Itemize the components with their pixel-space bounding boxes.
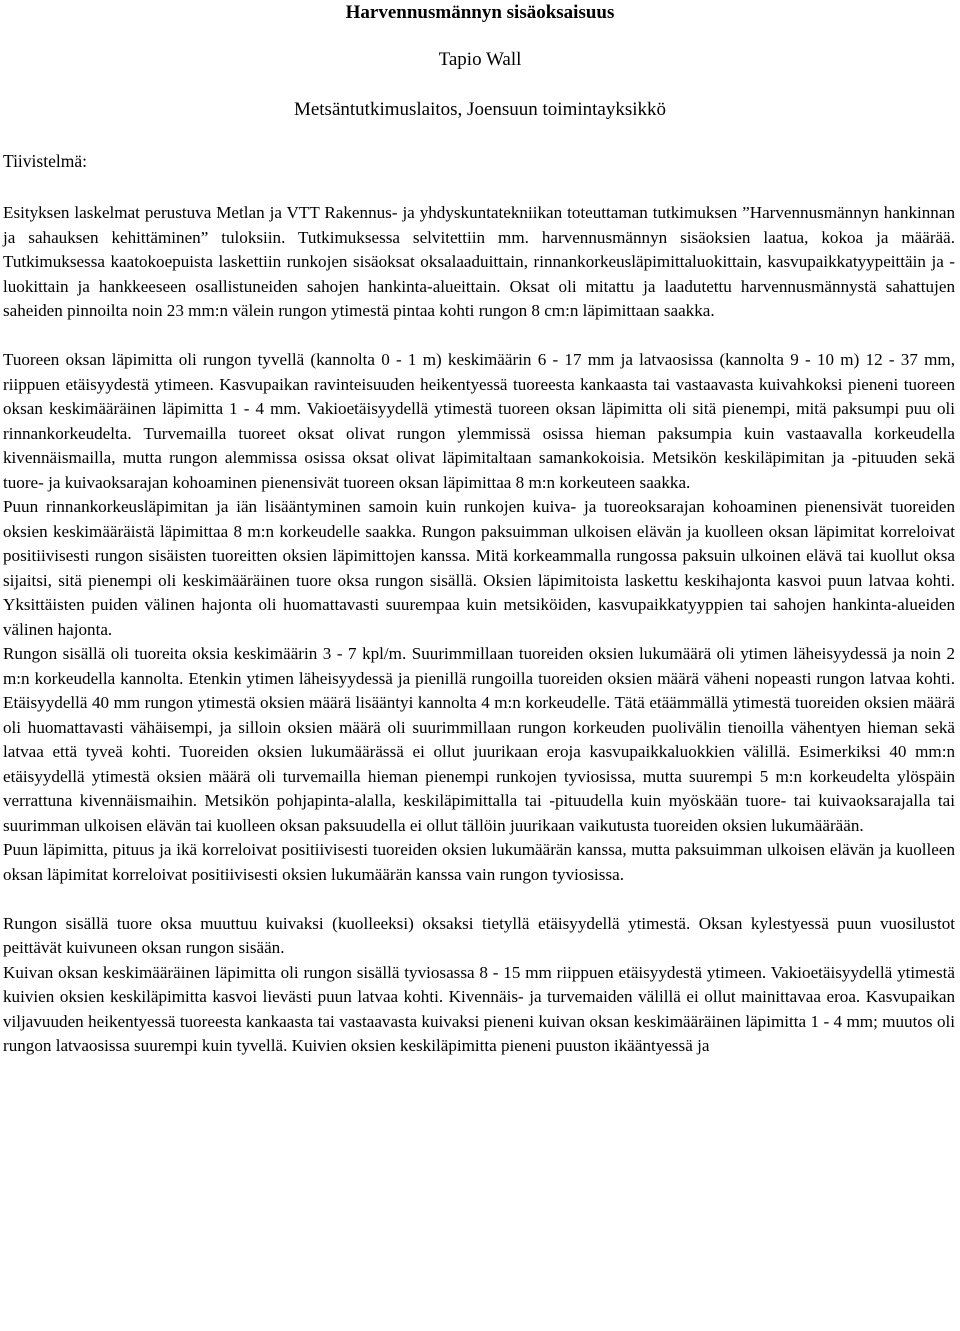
paragraph: Puun läpimitta, pituus ja ikä korreloivat positiivisesti tuoreiden oksien lukumäärän kanssa, mutta paksuimman ulkoisen elävän ja kuolleen oksan läpimitat korreloivat positiivisesti oksien lukumäärän kanssa vain rungon tyviosissa. xyxy=(3,840,955,884)
paragraph: Esityksen laskelmat perustuva Metlan ja VTT Rakennus- ja yhdyskuntatekniikan toteuttaman tutkimuksen ”Harvennusmännyn hankinnan ja sahauksen kehittäminen” tuloksiin. Tutkimuksessa selvitettiin mm. harvennusmännyn sisäoksien laatua, kokoa ja määrää. Tutkimuksessa kaatokoepuista laskettiin runkojen sisäoksat oksalaaduittain, rinnankorkeusläpimittaluokittain, kasvupaikkatyypeittäin ja -luokittain ja hankkeeseen osallistuneiden sahojen hankinta-alueittain. Oksat oli mitattu ja laadutettu harvennusmännystä sahattujen saheiden pinnoilta noin 23 mm:n välein rungon ytimestä pintaa kohti rungon 8 cm:n läpimittaan saakka. xyxy=(3,203,955,320)
paragraph: Rungon sisällä oli tuoreita oksia keskimäärin 3 - 7 kpl/m. Suurimmillaan tuoreiden oksien lukumäärä oli ytimen läheisyydessä ja noin 2 m:n korkeudella kannolta. Etenkin ytimen läheisyydessä ja pienillä rungoilla tuoreiden oksien määrä väheni nopeasti rungon latvaa kohti. Etäisyydellä 40 mm rungon ytimestä oksien määrä lisääntyi kannolta 4 m:n korkeudelle. Tätä etäämmällä ytimestä tuoreiden oksien määrä oli huomattavasti vähäisempi, ja silloin oksien määrä oli suurimmillaan rungon korkeuden puolivälin tienoilla vähentyen hieman sekä latvaa että tyveä kohti. Tuoreiden oksien lukumäärässä ei ollut juurikaan eroja kasvupaikkaluokkien välillä. Esimerkiksi 40 mm:n etäisyydellä ytimestä oksien määrä oli turvemailla hieman pienempi runkojen tyviosissa, mutta suurempi 5 m:n korkeudelta ylöspäin verrattuna kivennäismaihin. Metsikön pohjapinta-alalla, keskiläpimittalla tai -pituudella kuin myöskään tuore- tai kuivaoksarajalla tai suurimman ulkoisen elävän tai kuolleen oksan paksuudella ei ollut tällöin juurikaan vaikutusta tuoreiden oksien lukumäärään. xyxy=(3,644,955,835)
author-affiliation: Metsäntutkimuslaitos, Joensuun toimintayksikkö xyxy=(293,99,667,120)
author-name: Tapio Wall xyxy=(438,49,522,70)
paragraph: Tuoreen oksan läpimitta oli rungon tyvellä (kannolta 0 - 1 m) keskimäärin 6 - 17 mm ja latvaosissa (kannolta 9 - 10 m) 12 - 37 mm, riippuen etäisyydestä ytimeen. Kasvupaikan ravinteisuuden heikentyessä tuoreesta kankaasta tai vastaavasta kuivahkoksi pieneni tuoreen oksan keskimääräinen läpimitta 1 - 4 mm. Vakioetäisyydellä ytimestä tuoreen oksan läpimitta oli sitä pienempi, mitä paksumpi puu oli rinnankorkeudelta. Turvemailla tuoreet oksat olivat rungon ylemmissä osissa hieman paksumpia kuin vastaavalla korkeudella kivennäismailla, mutta rungon alemmissa osissa oksat olivat läpimitaltaan samankokoisia. Metsikön keskiläpimitan ja -pituuden sekä tuore- ja kuivaoksarajan kohoaminen pienensivät tuoreen oksan läpimittaa 8 m:n korkeuteen saakka. xyxy=(3,350,955,492)
abstract-body xyxy=(3,201,955,1059)
paragraph: Kuivan oksan keskimääräinen läpimitta oli rungon sisällä tyviosassa 8 - 15 mm riippuen etäisyydestä ytimeen. Vakioetäisyydellä ytimestä kuivien oksien keskiläpimitta kasvoi lievästi puun latvaa kohti. Kivennäis- ja turvemaiden välillä ei ollut mainittavaa eroa. Kasvupaikan viljavuuden heikentyessä tuoreesta kankaasta tai vastaavasta kuivaksi pieneni kuivan oksan keskimääräinen läpimitta 1 - 4 mm; muutos oli rungon latvaosissa suurempi kuin tyvellä. Kuivien oksien keskiläpimitta pieneni puuston ikääntyessä ja xyxy=(3,962,955,1055)
paragraph: Rungon sisällä tuore oksa muuttuu kuivaksi (kuolleeksi) oksaksi tietyllä etäisyydellä ytimestä. Oksan kylestyessä puun vuosilustot peittävät kuivuneen oksan rungon sisään. xyxy=(3,913,955,957)
abstract-label: Tiivistelmä: xyxy=(3,151,87,171)
document-title: Harvennusmännyn sisäoksaisuus xyxy=(345,2,615,23)
paragraph: Puun rinnankorkeusläpimitan ja iän lisääntyminen samoin kuin runkojen kuiva- ja tuoreoksarajan kohoaminen pienensivät tuoreiden oksien keskimääräistä läpimittaa 8 m:n korkeudelle saakka. Rungon paksuimman ulkoisen elävän ja kuolleen oksan läpimitat korreloivat positiivisesti rungon sisäisten tuoreitten oksien läpimittojen kanssa. Mitä korkeammalla rungossa paksuin ulkoinen elävä tai kuollut oksa sijaitsi, sitä pienempi oli keskimääräinen tuore oksa rungon sisällä. Oksien läpimitoista laskettu keskihajonta kasvoi puun latvaa kohti. Yksittäisten puiden välinen hajonta oli huomattavasti suurempaa kuin metsiköiden, kasvupaikkatyyppien tai sahojen hankinta-alueiden välinen hajonta. xyxy=(3,497,955,639)
